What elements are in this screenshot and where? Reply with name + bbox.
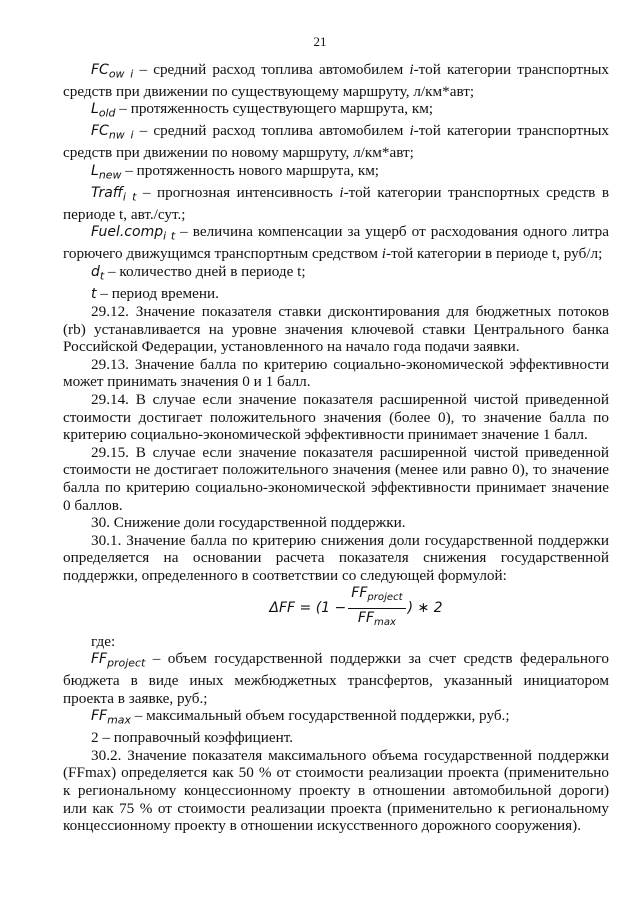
definition-symbol: FC <box>91 123 109 140</box>
definition-item <box>63 122 609 161</box>
definition-text-continued: -той категории транспортных средств при движении по новому маршруту, л/км*авт; <box>63 122 609 162</box>
definition-text: – протяженность нового маршрута, км; <box>121 161 380 179</box>
definition-subscript: max <box>107 713 131 727</box>
formula-fraction <box>348 585 405 631</box>
definition-symbol: L <box>91 101 99 118</box>
definition-subscript: t <box>99 268 105 282</box>
page-number: 21 <box>313 34 327 49</box>
formula-denominator: $FF_{max}$ <box>357 610 396 629</box>
paragraph-29-13: 29.13. Значение балла по критерию социально-экономической эффективности может принимать значения 0 и 1 балл. <box>63 355 609 391</box>
definition-symbol: FF <box>91 708 108 725</box>
formula-numerator: $FF_{project}$ <box>348 585 405 609</box>
definition-item <box>63 100 609 122</box>
definition-symbol: Traff <box>91 184 123 201</box>
paragraph-29-14: 29.14. В случае если значение показателя расширенной чистой приведенной стоимости достигает положительного значения (более 0), то значение балла по критерию социально-экономической эффективности принимает значение 1 балл. <box>63 391 609 444</box>
definition-item <box>63 162 609 184</box>
definition-item <box>63 223 609 262</box>
definition-text-continued: -той категории в периоде t, руб/л; <box>386 245 603 263</box>
definition-subscript: nw i <box>108 128 134 142</box>
definition-item <box>63 650 609 707</box>
where-label: где: <box>91 632 116 650</box>
formula-delta-ff <box>63 585 609 633</box>
definition-subscript: i t <box>122 189 137 203</box>
definition-item <box>63 285 609 304</box>
definition-text: – объем государственной поддержки за счет средств федерального бюджета в виде иных межбюджетных трансфертов, указанный инициатором проекта в заявке, руб.; <box>63 650 609 707</box>
definition-text: – период времени. <box>96 284 219 302</box>
definition-subscript: i t <box>163 229 176 243</box>
definition-subscript: ow i <box>108 67 134 81</box>
definition-text: – протяженность существующего маршрута, км; <box>115 100 434 118</box>
definition-subscript: new <box>98 168 122 182</box>
definition-subscript: old <box>98 106 116 120</box>
formula-rhs: ) ∗ 2 <box>407 599 443 616</box>
definitions-list-a <box>63 61 609 303</box>
definition-text-continued: -той категории транспортных средств при движении по существующему маршруту, л/км*авт; <box>63 61 609 100</box>
paragraph-30-2: 30.2. Значение показателя максимального объема государственной поддержки (FFmax) определяется как 50 % от стоимости реализации проекта (применительно к региональному концессионному проекту в отношении автомобильной дороги) или как 75 % от стоимости реализации проекта (применительно к региональному концессионному проекту в отношении искусственного дорожного сооружения). <box>63 746 609 835</box>
definition-item <box>63 184 609 223</box>
definition-text: 2 – поправочный коэффициент. <box>91 729 294 747</box>
definition-text: – количество дней в периоде t; <box>104 262 306 280</box>
definition-item <box>63 707 609 729</box>
definition-text: – средний расход топлива автомобилем <box>133 61 410 78</box>
definition-text: – средний расход топлива автомобилем <box>133 122 410 140</box>
definition-symbol: L <box>91 162 99 179</box>
definition-item <box>63 61 609 100</box>
definition-symbol: FF <box>91 651 108 668</box>
definition-index: i <box>381 245 387 263</box>
paragraph-30: 30. Снижение доли государственной поддержки. <box>91 514 406 532</box>
definition-text-continued: -той категории транспортных средств в периоде t, авт./сут.; <box>63 183 609 223</box>
definition-symbol: t <box>91 285 97 302</box>
definition-symbol: Fuel.comp <box>91 224 164 241</box>
definition-text: – величина компенсации за ущерб от расходования одного литра горючего движущимся транспортным средством <box>63 223 609 263</box>
definition-text: – максимальный объем государственной поддержки, руб.; <box>130 707 510 725</box>
definition-index: i <box>409 122 414 140</box>
formula-lhs: ΔFF = (1 − <box>269 599 347 616</box>
definition-symbol: FC <box>91 62 109 78</box>
definition-symbol: d <box>91 263 100 280</box>
definition-subscript: project <box>107 656 146 670</box>
definitions-list-b <box>63 650 609 747</box>
page-body <box>63 61 609 835</box>
paragraph-29-15: 29.15. В случае если значение показателя расширенной чистой приведенной стоимости не достигает положительного значения (менее или равно 0), то значение балла по критерию социально-экономической эффективности принимает значение 0 баллов. <box>63 443 609 514</box>
definition-item <box>63 263 609 285</box>
paragraph-30-1: 30.1. Значение балла по критерию снижения доли государственной поддержки определяется на основании расчета показателя снижения государственной поддержки, определенного в соответствии со следующей формулой: <box>63 531 609 584</box>
definition-index: i <box>339 183 344 201</box>
paragraph-29-12: 29.12. Значение показателя ставки дисконтирования для бюджетных потоков (rb) устанавливается на уровне значения ключевой ставки Центрального банка Российской Федерации, установленного на начало года подачи заявки. <box>63 303 609 356</box>
definition-item <box>63 729 609 747</box>
definition-text: – прогнозная интенсивность <box>136 183 340 201</box>
definition-index: i <box>409 61 414 78</box>
